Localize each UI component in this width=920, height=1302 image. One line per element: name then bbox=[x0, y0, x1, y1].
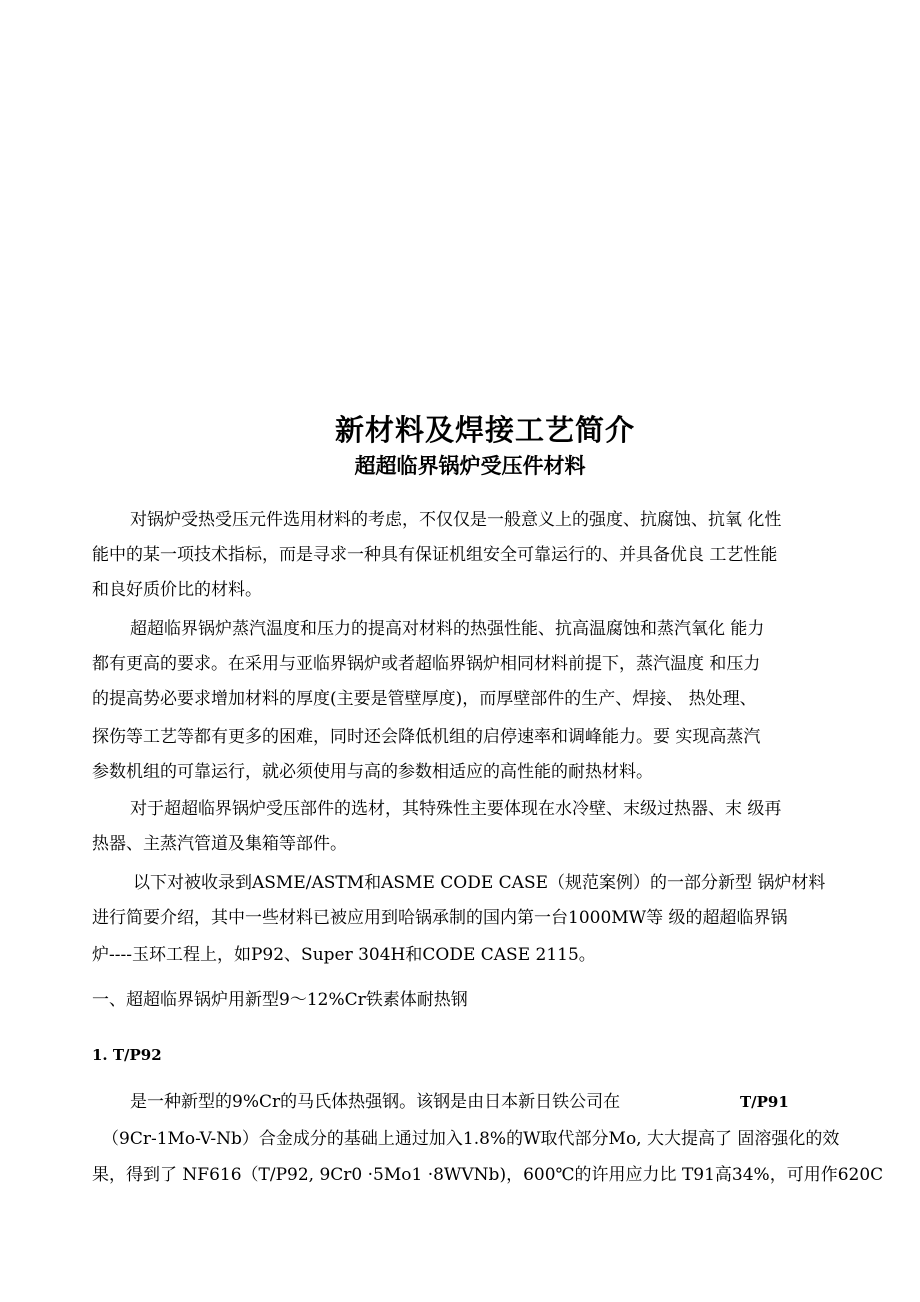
subsection-heading: 1. T/P92 bbox=[92, 1046, 162, 1064]
paragraph-line: 热器、主蒸汽管道及集箱等部件。 bbox=[92, 834, 347, 854]
paragraph-inline-label: T/P91 bbox=[740, 1093, 789, 1111]
document-subtitle: 超超临界锅炉受压件材料 bbox=[354, 454, 586, 478]
paragraph-line: 能中的某一项技术指标，而是寻求一种具有保证机组安全可靠运行的、并具备优良 工艺性能 bbox=[92, 545, 778, 565]
paragraph-line: 是一种新型的9%Cr的马氏体热强钢。该钢是由日本新日铁公司在 bbox=[130, 1092, 621, 1112]
section-heading: 一、超超临界锅炉用新型9～12%Cr铁素体耐热钢 bbox=[92, 990, 468, 1010]
document-title: 新材料及焊接工艺简介 bbox=[334, 413, 635, 447]
paragraph-line: 都有更高的要求。在采用与亚临界锅炉或者超临界锅炉相同材料前提下，蒸汽温度 和压力 bbox=[92, 654, 761, 674]
paragraph-line: 的提高势必要求增加材料的厚度(主要是管壁厚度)，而厚壁部件的生产、焊接、 热处理、 bbox=[92, 689, 757, 709]
paragraph-line: （9Cr-1Mo-V-Nb）合金成分的基础上通过加入1.8%的W取代部分Mo, 大大提高了 固溶强化的效 bbox=[102, 1129, 840, 1149]
paragraph-line: 对于超超临界锅炉受压部件的选材，其特殊性主要体现在水冷壁、末级过热器、末 级再 bbox=[130, 799, 782, 819]
paragraph-line: 超超临界锅炉蒸汽温度和压力的提高对材料的热强性能、抗高温腐蚀和蒸汽氧化 能力 bbox=[130, 619, 765, 639]
paragraph-line: 和良好质价比的材料。 bbox=[92, 580, 262, 600]
paragraph-line: 果，得到了 NF616（T/P92, 9Cr0 ·5Mo1 ·8WVNb)，600℃的许用应力比 T91高34%，可用作620C bbox=[92, 1165, 884, 1185]
paragraph-line: 炉----玉环工程上，如P92、Super 304H和CODE CASE 2115。 bbox=[92, 945, 596, 965]
paragraph-line: 以下对被收录到ASME/ASTM和ASME CODE CASE（规范案例）的一部分新型 锅炉材料 bbox=[133, 873, 826, 893]
paragraph-line: 参数机组的可靠运行，就必须使用与高的参数相适应的高性能的耐热材料。 bbox=[92, 762, 653, 782]
paragraph-line: 进行简要介绍，其中一些材料已被应用到哈锅承制的国内第一台1000MW等 级的超超临界锅 bbox=[92, 908, 788, 928]
paragraph-line: 对锅炉受热受压元件选用材料的考虑，不仅仅是一般意义上的强度、抗腐蚀、抗氧 化性 bbox=[130, 510, 782, 530]
paragraph-line: 探伤等工艺等都有更多的困难，同时还会降低机组的启停速率和调峰能力。要 实现高蒸汽 bbox=[92, 727, 761, 747]
